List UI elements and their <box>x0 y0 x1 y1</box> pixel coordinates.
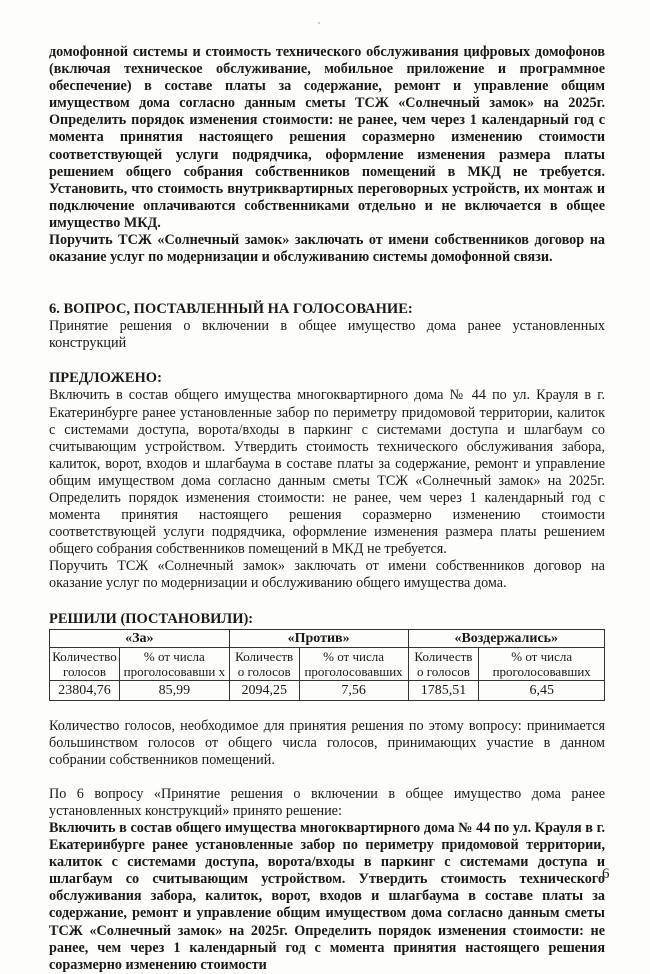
subheader-cell: Количество голосов <box>50 647 120 680</box>
document-page <box>49 44 605 974</box>
scan-artifact <box>318 22 320 24</box>
decided-heading: РЕШИЛИ (ПОСТАНОВИЛИ): <box>49 610 254 627</box>
subheader-cell: % от числа проголосовавших <box>299 647 408 680</box>
continuation-paragraph-2: Поручить ТСЖ «Солнечный замок» заключать от имени собственников договор на оказание услуг по модернизации и обслуживанию системы домофонной связи. <box>49 232 605 266</box>
question-heading: 6. ВОПРОС, ПОСТАВЛЕННЫЙ НА ГОЛОСОВАНИЕ: <box>49 301 413 318</box>
proposed-text: Включить в состав общего имущества многоквартирного дома № 44 по ул. Крауля в г. Екатеринбурге ранее установленные забор по периметру придомовой территории, калиток с системами доступа, ворота/входы в паркинг с системами доступа и шлагбаум со считывающим устройством. Утвердить стоимость технического обслуживания забора, калиток, ворот, входов и шлагбаума в составе платы за содержание, ремонт и управление общим имуществом дома согласно данным сметы ТСЖ «Солнечный замок» на 2025г. Определить порядок изменения стоимости: не ранее, чем через 1 календарный год с момента принятия настоящего решения соразмерно изменению стоимости соответствующей услуги подрядчика, оформление изменения размера платы решением общего собрания собственников помещений в МКД не требуется. <box>49 387 605 558</box>
group-abstain: «Воздержались» <box>408 629 604 647</box>
value-cell: 23804,76 <box>50 680 120 700</box>
group-against: «Против» <box>229 629 408 647</box>
quorum-text: Количество голосов, необходимое для принятия решения по этому вопросу: принимается большинством голосов от общего числа голосов, принимающих участие в данном собрании собственников помещений. <box>49 717 605 768</box>
proposed-heading: ПРЕДЛОЖЕНО: <box>49 370 162 387</box>
value-cell: 85,99 <box>119 680 229 700</box>
page-number: 6 <box>602 866 610 882</box>
decision-text: Включить в состав общего имущества многоквартирного дома № 44 по ул. Крауля в г. Екатеринбурге ранее установленные забор по периметру придомовой территории, калиток с системами доступа, ворота/входы в паркинг с системами доступа и шлагбаум со считывающим устройством. Утвердить стоимость технического обслуживания забора, калиток, ворот, входов и шлагбаума в составе платы за содержание, ремонт и управление общим имуществом дома согласно данным сметы ТСЖ «Солнечный замок» на 2025г. Определить порядок изменения стоимости: не ранее, чем через 1 календарный год с момента принятия настоящего решения соразмерно изменению стоимости <box>49 820 605 973</box>
votes-table <box>49 629 605 701</box>
proposed-text-2: Поручить ТСЖ «Солнечный замок» заключать от имени собственников договор на оказание услуг по модернизации и обслуживанию общего имущества дома. <box>49 558 605 592</box>
continuation-paragraph: домофонной системы и стоимость технического обслуживания цифровых домофонов (включая техническое обслуживание, мобильное приложение и программное обеспечение) в составе платы за содержание, ремонт и управление общим имуществом дома согласно данным сметы ТСЖ «Солнечный замок» на 2025г. Определить порядок изменения стоимости: не ранее, чем через 1 календарный год с момента принятия настоящего решения соразмерно изменению стоимости соответствующей услуги подрядчика, оформление изменения размера платы решением общего собрания собственников помещений в МКД не требуется. Установить, что стоимость внутриквартирных переговорных устройств, их монтаж и подключение оплачиваются собственниками отдельно и не включается в общее имущество МКД. <box>49 44 605 231</box>
question-text: Принятие решения о включении в общее имущество дома ранее установленных конструкций <box>49 318 605 352</box>
votes-values-row <box>50 680 605 700</box>
subheader-cell: % от числа проголосовавших <box>479 647 605 680</box>
subheader-cell: Количеств о голосов <box>408 647 479 680</box>
votes-group-row <box>50 629 605 647</box>
subheader-cell: % от числа проголосовавши х <box>119 647 229 680</box>
subheader-cell: Количеств о голосов <box>229 647 299 680</box>
group-for: «За» <box>50 629 230 647</box>
value-cell: 6,45 <box>479 680 605 700</box>
value-cell: 7,56 <box>299 680 408 700</box>
value-cell: 1785,51 <box>408 680 479 700</box>
value-cell: 2094,25 <box>229 680 299 700</box>
decision-intro: По 6 вопросу «Принятие решения о включении в общее имущество дома ранее установленных конструкций» принято решение: <box>49 785 605 819</box>
votes-subheader-row <box>50 647 605 680</box>
